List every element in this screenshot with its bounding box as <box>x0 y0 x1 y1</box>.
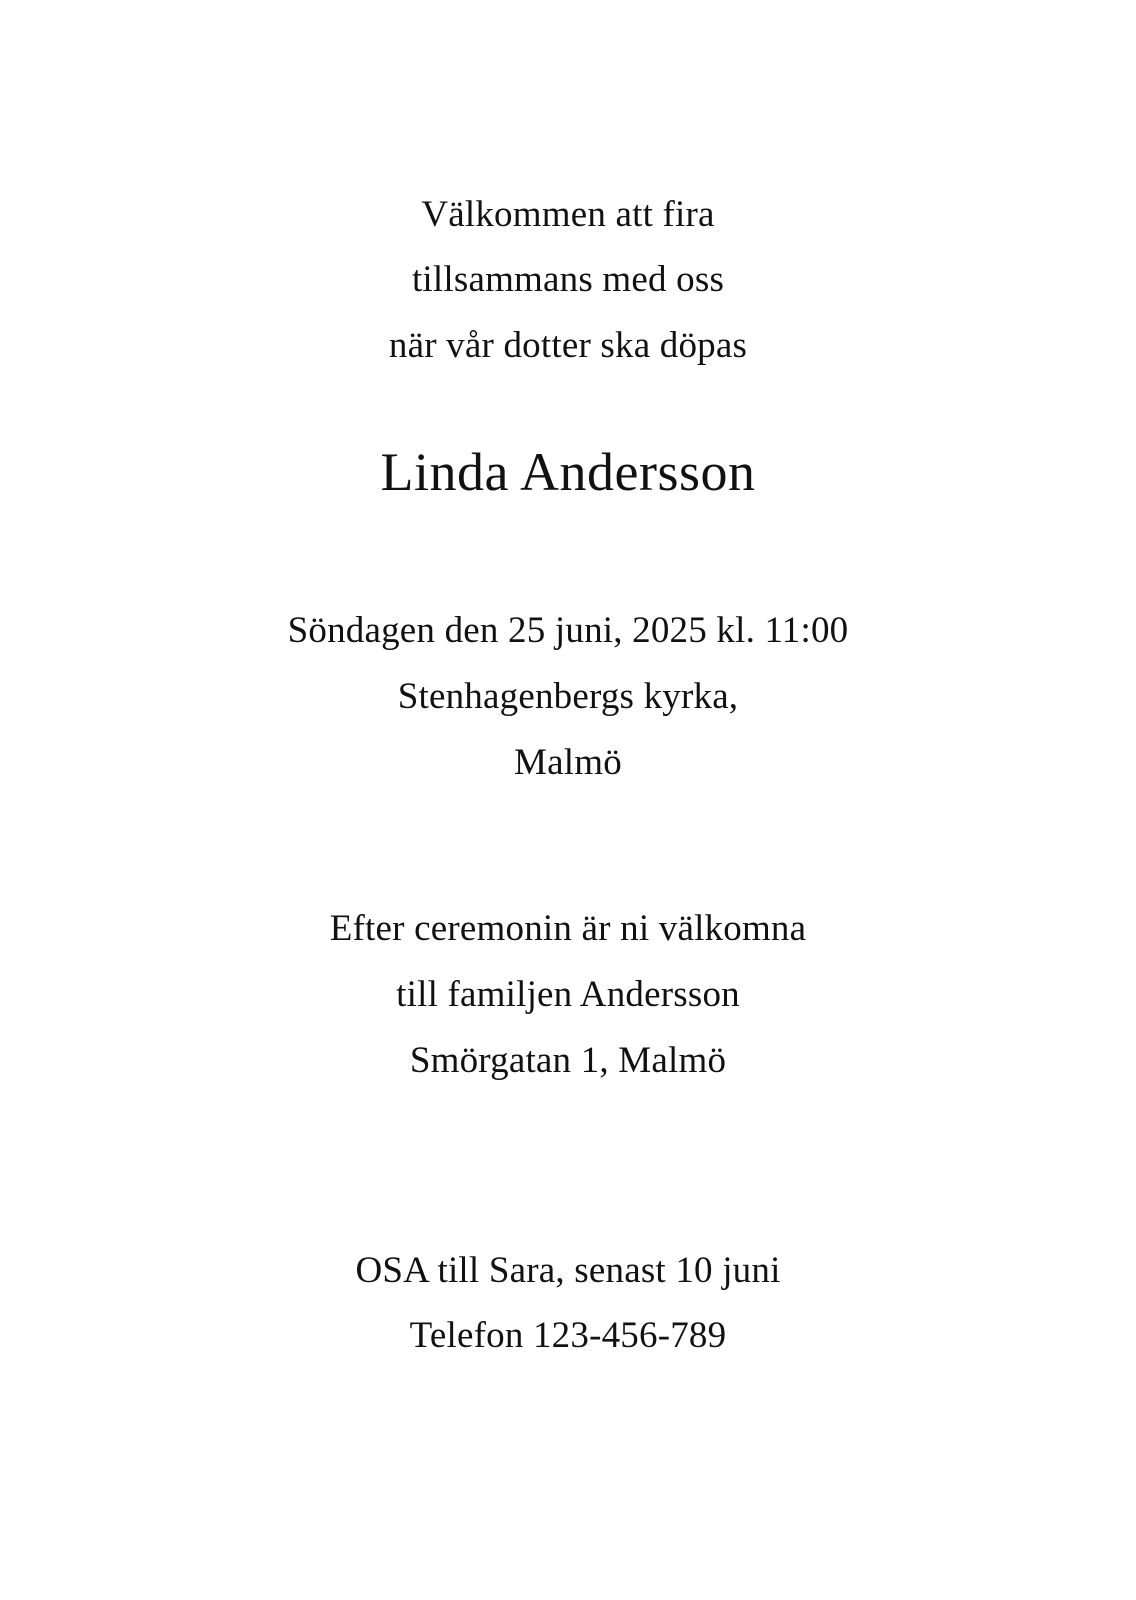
welcome-line-3: när vår dotter ska döpas <box>388 325 748 366</box>
reception-address: Smörgatan 1, Malmö <box>409 1040 727 1081</box>
ceremony-city: Malmö <box>514 742 622 783</box>
ceremony-datetime: Söndagen den 25 juni, 2025 kl. 11:00 <box>287 610 849 651</box>
child-name: Linda Andersson <box>380 442 756 502</box>
reception-line-2: till familjen Andersson <box>396 974 740 1015</box>
welcome-line-2: tillsammans med oss <box>411 259 725 300</box>
ceremony-church: Stenhagenbergs kyrka, <box>397 676 739 717</box>
reception-line-1: Efter ceremonin är ni välkomna <box>329 908 807 949</box>
welcome-line-1: Välkommen att fira <box>421 194 715 235</box>
rsvp-phone: Telefon 123-456-789 <box>409 1315 727 1356</box>
rsvp-line: OSA till Sara, senast 10 juni <box>355 1250 781 1291</box>
